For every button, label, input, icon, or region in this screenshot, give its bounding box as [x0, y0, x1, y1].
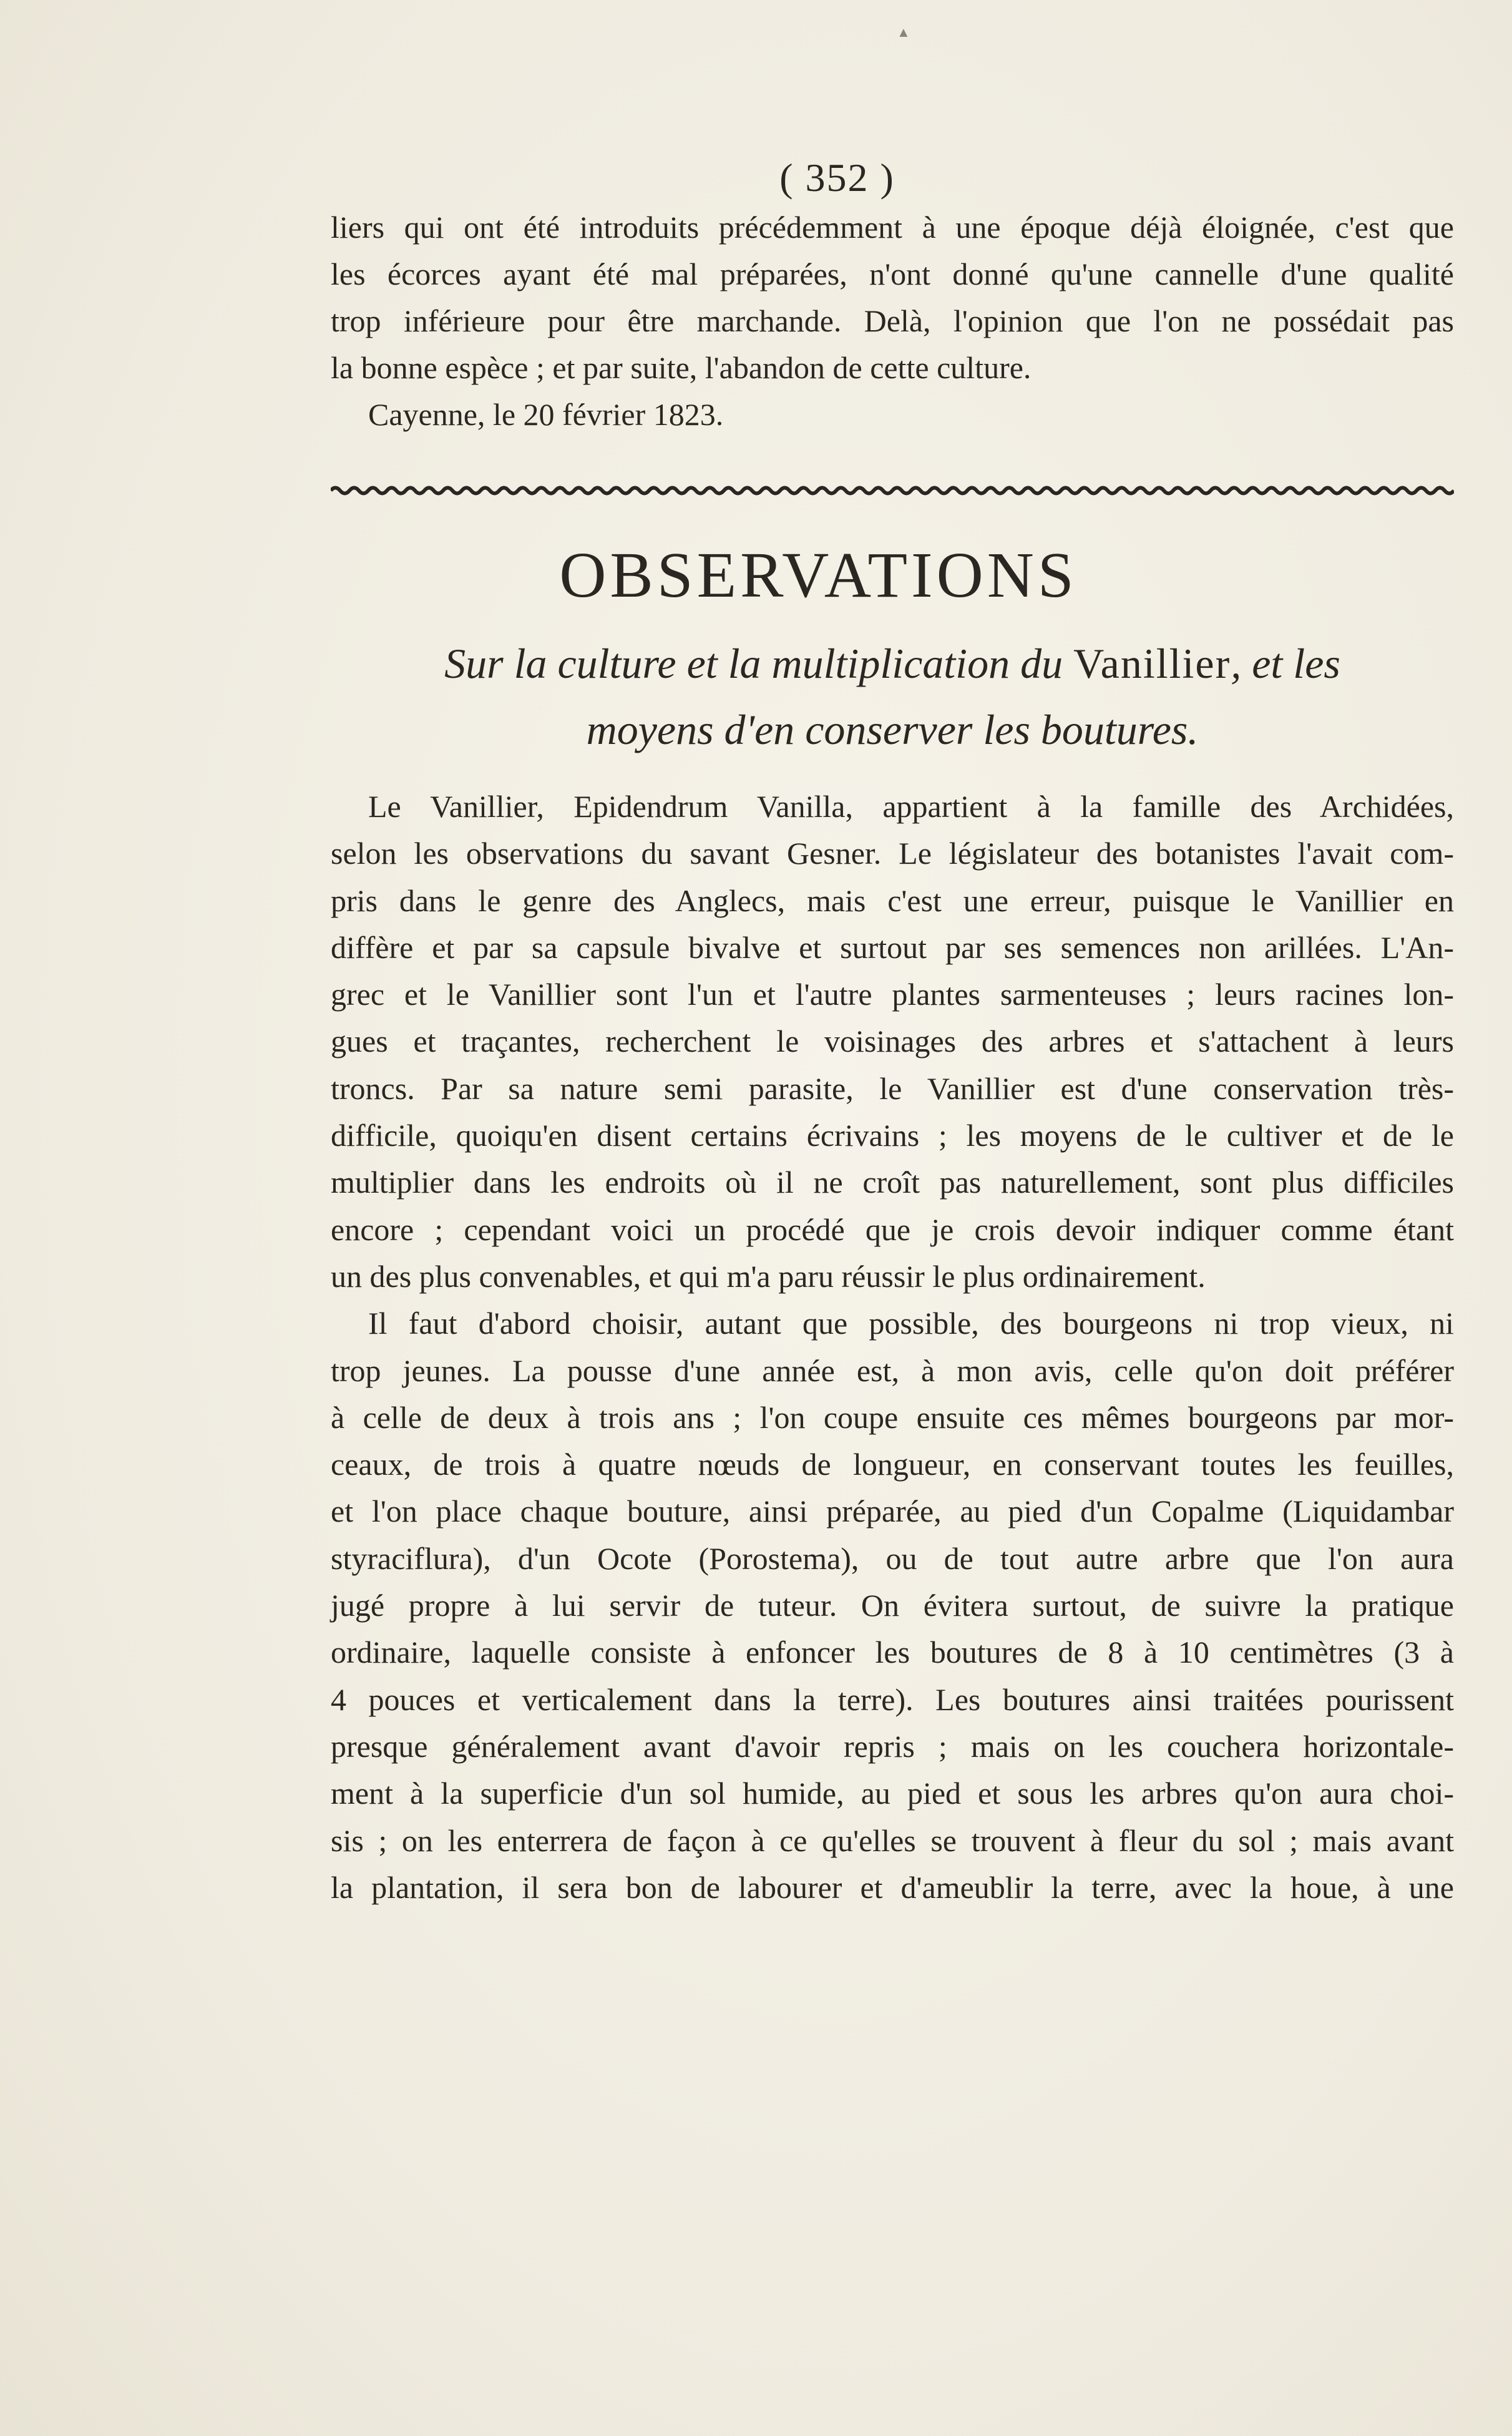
text-line: à celle de deux à trois ans ; l'on coupe ensuite ces mêmes bourgeons par mor- [331, 1399, 1454, 1435]
text-line: multiplier dans les endroits où il ne croît pas naturellement, sont plus difficiles [331, 1165, 1454, 1200]
text-line: jugé propre à lui servir de tuteur. On évitera surtout, de suivre la pratique [331, 1588, 1454, 1623]
subtitle-line-1 [331, 630, 1454, 697]
text-line: encore ; cependant voici un procédé que je crois devoir indiquer comme étant [331, 1211, 1454, 1247]
dateline: Cayenne, le 20 février 1823. [368, 397, 724, 432]
text-line: un des plus convenables, et qui m'a paru réussir le plus ordinairement. [331, 1258, 1206, 1294]
text-line: gues et traçantes, recherchent le voisinages des arbres et s'attachent à leurs [331, 1024, 1454, 1059]
text-line: la bonne espèce ; et par suite, l'abandon de cette culture. [331, 350, 1032, 385]
text-line: trop inférieure pour être marchande. Delà, l'opinion que l'on ne possédait pas [331, 303, 1454, 338]
subtitle-vanillier: Vanillier [1073, 640, 1231, 687]
text-line: ordinaire, laquelle consiste à enfoncer les boutures de 8 à 10 centimètres (3 à [331, 1635, 1454, 1670]
text-line: sis ; on les enterrera de façon à ce qu'elles se trouvent à fleur du sol ; mais avant [331, 1822, 1454, 1858]
text-line: styraciflura), d'un Ocote (Porostema), ou de tout autre arbre que l'on aura [331, 1540, 1454, 1576]
text-line: trop jeunes. La pousse d'une année est, à mon avis, celle qu'on doit préférer [331, 1353, 1454, 1388]
text-line: diffère et par sa capsule bivalve et surtout par ses semences non arillées. L'An- [331, 929, 1454, 965]
subtitle-text: Sur la culture et la multiplication du [444, 640, 1074, 687]
text-line: presque généralement avant d'avoir repris ; mais on les couchera horizontale- [331, 1728, 1454, 1764]
text-line: Le Vanillier, Epidendrum Vanilla, appartient à la famille des Archidées, [368, 789, 1454, 824]
intro-paragraph [331, 204, 1454, 438]
subtitle-line-2: moyens d'en conserver les boutures. [586, 706, 1199, 753]
article-subtitle [331, 630, 1454, 763]
text-line: selon les observations du savant Gesner. Le législateur des botanistes l'avait com- [331, 836, 1454, 871]
text-line: ceaux, de trois à quatre nœuds de longueur, en conservant toutes les feuilles, [331, 1447, 1454, 1482]
text-line: difficile, quoiqu'en disent certains écrivains ; les moyens de le cultiver et de le [331, 1118, 1454, 1153]
text-line: Il faut d'abord choisir, autant que possible, des bourgeons ni trop vieux, ni [368, 1306, 1454, 1341]
text-line: liers qui ont été introduits précédemment à une époque déjà éloignée, c'est que [331, 210, 1454, 245]
page-mark: ▲ [897, 24, 910, 40]
text-line: 4 pouces et verticalement dans la terre). Les boutures ainsi traitées pourissent [331, 1681, 1454, 1717]
text-line: ment à la superficie d'un sol humide, au pied et sous les arbres qu'on aura choi- [331, 1776, 1454, 1811]
text-line: troncs. Par sa nature semi parasite, le Vanillier est d'une conservation très- [331, 1070, 1454, 1106]
text-line: les écorces ayant été mal préparées, n'ont donné qu'une cannelle d'une qualité [331, 257, 1454, 291]
text-line: et l'on place chaque bouture, ainsi préparée, au pied d'un Copalme (Liquidambar [331, 1494, 1454, 1529]
text-line: pris dans le genre des Anglecs, mais c'est une erreur, puisque le Vanillier en [331, 883, 1454, 918]
article-body [331, 783, 1454, 1911]
ornamental-rule [331, 484, 1454, 497]
text-line: la plantation, il sera bon de labourer et d'ameublir la terre, avec la houe, à une [331, 1869, 1454, 1905]
subtitle-text: , et les [1231, 640, 1340, 687]
page-number: ( 352 ) [779, 155, 895, 200]
article-title: OBSERVATIONS [559, 539, 1078, 611]
text-line: grec et le Vanillier sont l'un et l'autre plantes sarmenteuses ; leurs racines lon- [331, 977, 1454, 1012]
